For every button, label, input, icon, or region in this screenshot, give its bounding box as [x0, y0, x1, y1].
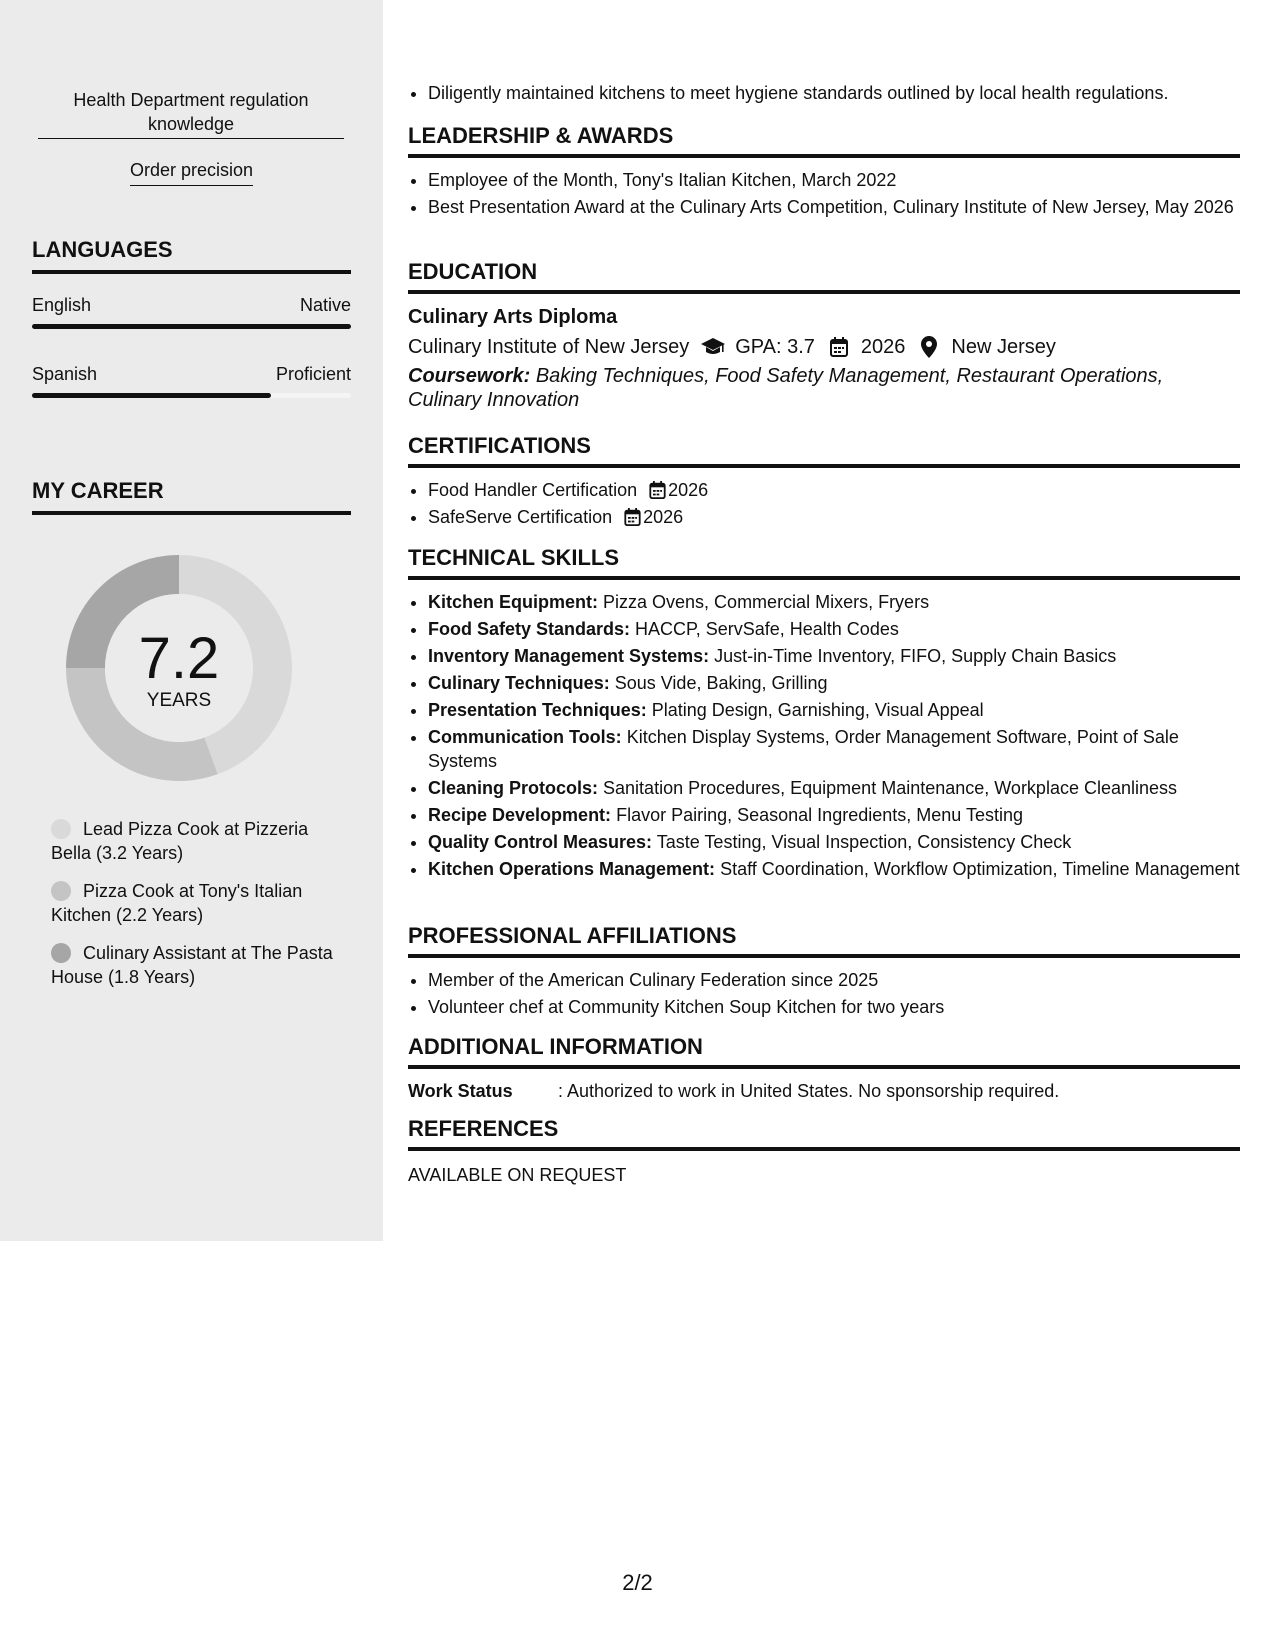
certifications-section — [408, 432, 1240, 532]
list-item: • Volunteer chef at Community Kitchen Soup Kitchen for two years — [428, 995, 1240, 1019]
career-legend-label: Lead Pizza Cook at Pizzeria Bella (3.2 Years) — [51, 819, 309, 863]
career-legend-label: Culinary Assistant at The Pasta House (1.8 Years) — [51, 943, 333, 987]
skill-row — [428, 776, 1240, 800]
skill-row — [428, 617, 1240, 641]
language-level: Native — [299, 295, 351, 315]
certification-year: 2026 — [643, 507, 684, 527]
skill-label: Kitchen Equipment: — [428, 592, 598, 612]
education-section — [408, 258, 1240, 412]
language-name: Spanish — [32, 364, 98, 384]
additional-info-heading: ADDITIONAL INFORMATION — [408, 1033, 1240, 1069]
legend-dot-icon — [51, 943, 71, 963]
career-heading: MY CAREER — [32, 477, 351, 515]
list-item: • Best Presentation Award at the Culinary Arts Competition, Culinary Institute of New Jersey, May 2026 — [428, 195, 1240, 219]
skill-label: Quality Control Measures: — [428, 832, 653, 852]
additional-info-section — [408, 1033, 1240, 1103]
certifications-heading: CERTIFICATIONS — [408, 432, 1240, 468]
career-legend-item — [51, 941, 341, 989]
language-bar-fill — [32, 393, 271, 398]
work-status-value: : Authorized to work in United States. No sponsorship required. — [558, 1081, 1060, 1101]
list-item: • Member of the American Culinary Federation since 2025 — [428, 968, 1240, 992]
skill-value: Pizza Ovens, Commercial Mixers, Fryers — [603, 592, 930, 612]
school-location: New Jersey — [951, 336, 1056, 358]
certification-year: 2026 — [668, 480, 709, 500]
skill-row — [428, 698, 1240, 722]
work-status-row — [408, 1079, 1240, 1103]
skill-label: Inventory Management Systems: — [428, 646, 710, 666]
affiliations-section — [408, 922, 1240, 1022]
skill-item: Health Department regulation knowledge — [73, 90, 309, 134]
language-level: Proficient — [275, 364, 351, 384]
graduation-cap-icon — [701, 336, 725, 358]
sidebar — [0, 0, 383, 1241]
education-meta — [408, 334, 1240, 360]
language-row-spanish — [32, 362, 351, 386]
affiliations-heading: PROFESSIONAL AFFILIATIONS — [408, 922, 1240, 958]
skill-label: Recipe Development: — [428, 805, 612, 825]
language-name: English — [32, 295, 92, 315]
coursework-label: Coursework: — [408, 365, 531, 387]
education-heading: EDUCATION — [408, 258, 1240, 294]
list-item: • Diligently maintained kitchens to meet hygiene standards outlined by local health regulations. — [428, 81, 1240, 105]
language-bar-fill — [32, 324, 351, 329]
skill-value: Flavor Pairing, Seasonal Ingredients, Menu Testing — [616, 805, 1023, 825]
page-number: 2/2 — [622, 1570, 653, 1595]
certification-item — [428, 505, 1240, 529]
skill-label: Cleaning Protocols: — [428, 778, 599, 798]
list-item: • Employee of the Month, Tony's Italian Kitchen, March 2022 — [428, 168, 1240, 192]
gpa: GPA: 3.7 — [735, 336, 815, 358]
references-text: AVAILABLE ON REQUEST — [408, 1165, 627, 1185]
career-legend-item — [51, 879, 341, 927]
skill-label: Food Safety Standards: — [428, 619, 631, 639]
certification-item — [428, 478, 1240, 502]
skill-label: Kitchen Operations Management: — [428, 859, 716, 879]
skill-value: Staff Coordination, Workflow Optimization, Timeline Management — [720, 859, 1240, 879]
language-bar-spanish — [32, 393, 351, 398]
career-total-value: 7.2 — [138, 626, 220, 691]
skill-value: Plating Design, Garnishing, Visual Appeal — [651, 700, 984, 720]
skill-item-wrap — [0, 158, 383, 186]
leadership-section — [408, 122, 1240, 222]
technical-skills-list — [408, 590, 1240, 881]
language-bar-english — [32, 324, 351, 329]
skill-label: Culinary Techniques: — [428, 673, 610, 693]
skill-label: Communication Tools: — [428, 727, 622, 747]
calendar-icon — [827, 336, 851, 358]
calendar-icon — [649, 481, 666, 499]
experience-tail — [408, 81, 1240, 108]
graduation-year: 2026 — [860, 336, 906, 358]
location-pin-icon — [917, 336, 941, 358]
certification-name: SafeServe Certification — [428, 507, 613, 527]
technical-skills-section — [408, 544, 1240, 884]
skill-row — [428, 725, 1240, 773]
skill-label: Presentation Techniques: — [428, 700, 647, 720]
skill-value: Sous Vide, Baking, Grilling — [614, 673, 828, 693]
skill-row — [428, 590, 1240, 614]
technical-skills-heading: TECHNICAL SKILLS — [408, 544, 1240, 580]
leadership-heading: LEADERSHIP & AWARDS — [408, 122, 1240, 158]
skill-value: Sanitation Procedures, Equipment Maintenance, Workplace Cleanliness — [603, 778, 1178, 798]
language-row-english — [32, 293, 351, 317]
skill-row — [428, 830, 1240, 854]
skill-row — [428, 644, 1240, 668]
skill-value: Kitchen Display Systems, Order Management Software, Point of Sale Systems — [428, 727, 1179, 771]
coursework — [408, 364, 1240, 412]
skill-value: Just-in-Time Inventory, FIFO, Supply Chain Basics — [714, 646, 1117, 666]
school-name: Culinary Institute of New Jersey — [408, 336, 690, 358]
skill-value: Taste Testing, Visual Inspection, Consistency Check — [656, 832, 1072, 852]
skill-row — [428, 803, 1240, 827]
work-status-label: Work Status — [408, 1081, 513, 1101]
career-legend-item — [51, 817, 341, 865]
degree-title: Culinary Arts Diploma — [408, 306, 618, 328]
references-heading: REFERENCES — [408, 1115, 1240, 1151]
legend-dot-icon — [51, 819, 71, 839]
languages-heading: LANGUAGES — [32, 236, 351, 274]
skill-item: Order precision — [130, 158, 253, 186]
divider — [38, 138, 344, 139]
references-section — [408, 1115, 1240, 1187]
career-total-unit: YEARS — [146, 690, 212, 711]
skill-row — [428, 671, 1240, 695]
coursework-list: Baking Techniques, Food Safety Management, Restaurant Operations, Culinary Innovation — [408, 365, 1164, 411]
certification-name: Food Handler Certification — [428, 480, 638, 500]
calendar-icon — [624, 508, 641, 526]
skill-row — [428, 857, 1240, 881]
legend-dot-icon — [51, 881, 71, 901]
skill-value: HACCP, ServSafe, Health Codes — [635, 619, 899, 639]
career-legend-label: Pizza Cook at Tony's Italian Kitchen (2.2 Years) — [51, 881, 303, 925]
